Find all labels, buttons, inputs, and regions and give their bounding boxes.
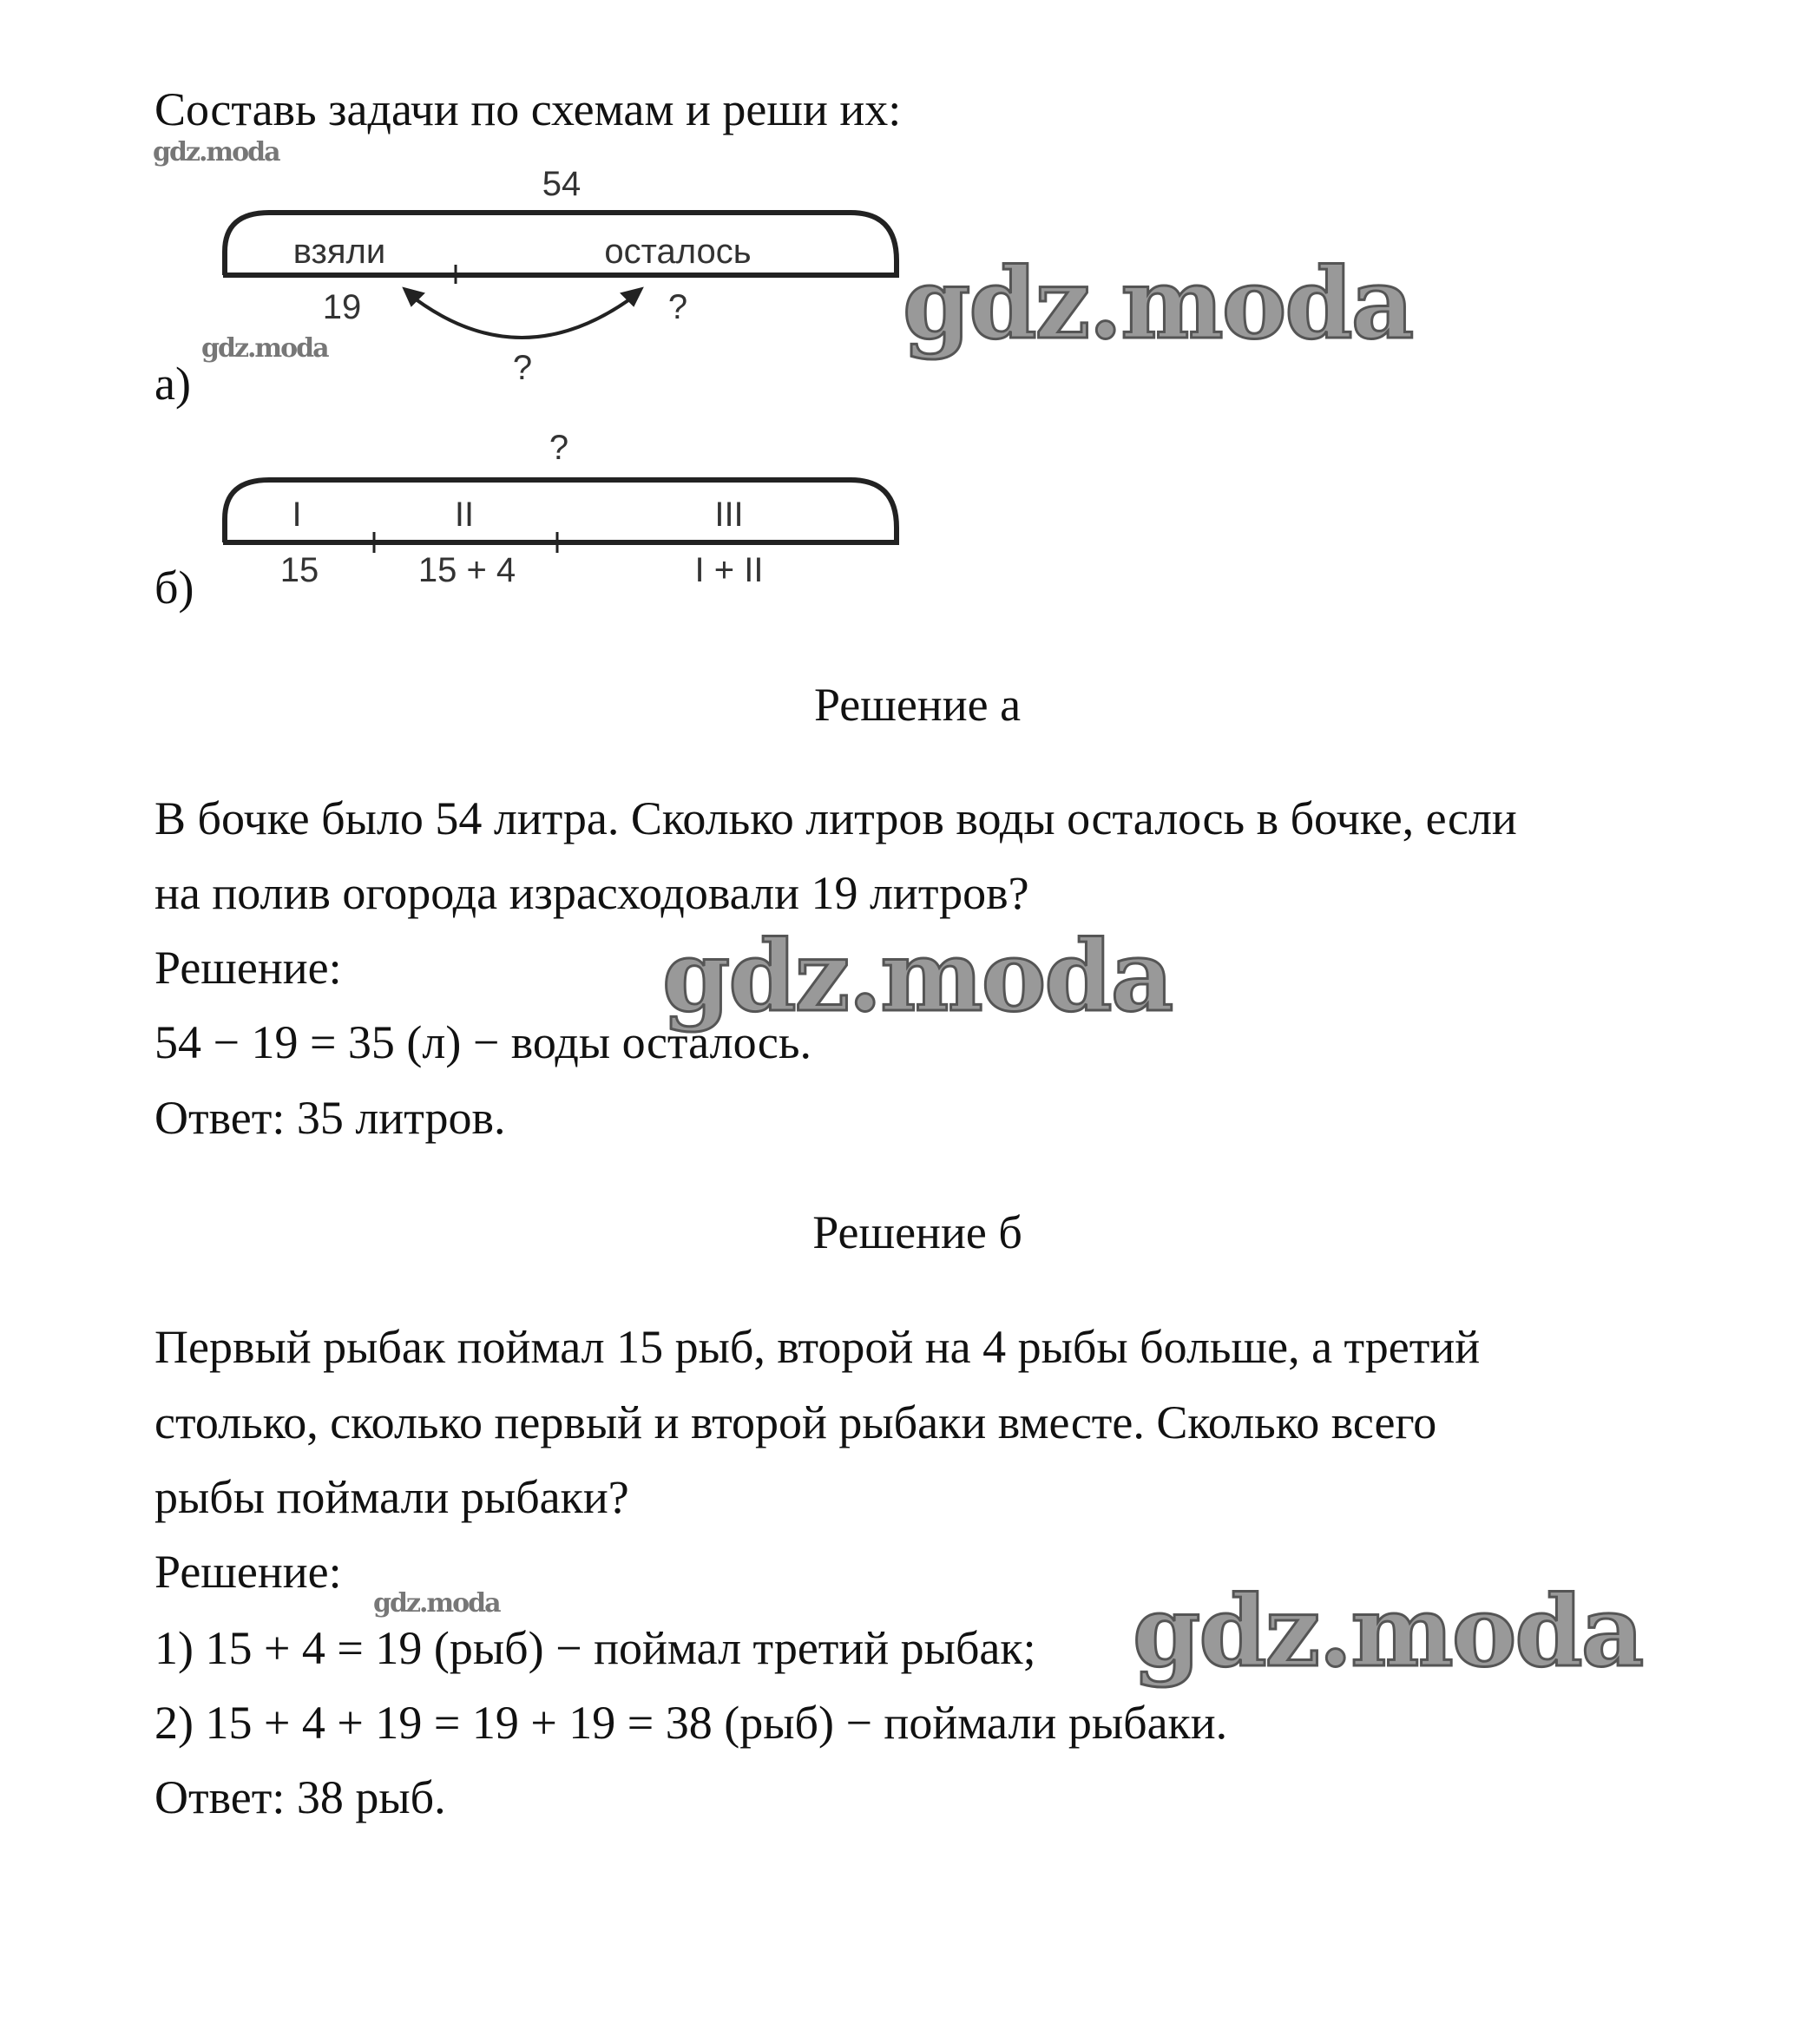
diagram-b-brace xyxy=(225,480,897,545)
watermark: gdz.moda xyxy=(1133,1575,1643,1689)
watermark: gdz.moda xyxy=(153,137,279,167)
diagram-b-part-value-1: 15 xyxy=(279,551,319,589)
watermark: gdz.moda xyxy=(373,1588,500,1619)
solution-a-line: Ответ: 35 литров. xyxy=(154,1092,506,1144)
solution-a-line: 54 − 19 = 35 (л) − воды осталось. xyxy=(154,1016,812,1068)
solution-b-line: рыбы поймали рыбаки? xyxy=(154,1471,629,1523)
diagram-b-total: ? xyxy=(549,429,569,467)
solution-a-line: Решение: xyxy=(154,942,342,994)
solution-a-line: В бочке было 54 литра. Сколько литров воды осталось в бочке, если xyxy=(154,792,1517,844)
diagram-a-arrow xyxy=(408,293,638,338)
watermark: gdz.moda xyxy=(903,247,1413,361)
diagram-b-part-label-1: I xyxy=(292,496,302,534)
diagram-a-marker: а) xyxy=(154,358,191,410)
solution-b-line: Первый рыбак поймал 15 рыб, второй на 4 рыбы больше, а третий xyxy=(154,1321,1481,1373)
diagram-b-part-label-3: III xyxy=(714,496,744,534)
diagram-b-part-value-2: 15 + 4 xyxy=(417,551,516,589)
solution-b-heading: Решение б xyxy=(812,1206,1022,1258)
solution-b-line: Ответ: 38 рыб. xyxy=(154,1771,446,1823)
solution-a-line: на полив огорода израсходовали 19 литров? xyxy=(154,867,1029,919)
watermark: gdz.moda xyxy=(662,920,1173,1034)
solution-b-line: 2) 15 + 4 + 19 = 19 + 19 = 38 (рыб) − поймали рыбаки. xyxy=(154,1697,1228,1749)
solution-b-line: Решение: xyxy=(154,1546,342,1598)
diagram-b-marker: б) xyxy=(154,562,194,614)
diagram-a-part2-value: ? xyxy=(667,288,688,326)
solution-b-line: 1) 15 + 4 = 19 (рыб) − поймал третий рыбак; xyxy=(154,1622,1036,1674)
solution-a-heading: Решение а xyxy=(813,679,1022,731)
task-title: Составь задачи по схемам и реши их: xyxy=(154,83,902,135)
diagram-a-part1-label: взяли xyxy=(292,233,386,271)
diagram-a-part2-label: осталось xyxy=(604,233,752,271)
diagram-b-part-value-3: I + II xyxy=(694,551,764,589)
diagram-b-scheme xyxy=(223,480,898,553)
diagram-b-part-label-2: II xyxy=(454,496,475,534)
diagram-a-difference: ? xyxy=(512,349,533,387)
diagram-a-part1-value: 19 xyxy=(322,288,362,326)
watermark: gdz.moda xyxy=(201,333,328,364)
diagram-a-total: 54 xyxy=(542,165,581,203)
solution-b-line: столько, сколько первый и второй рыбаки вместе. Сколько всего xyxy=(154,1396,1437,1448)
